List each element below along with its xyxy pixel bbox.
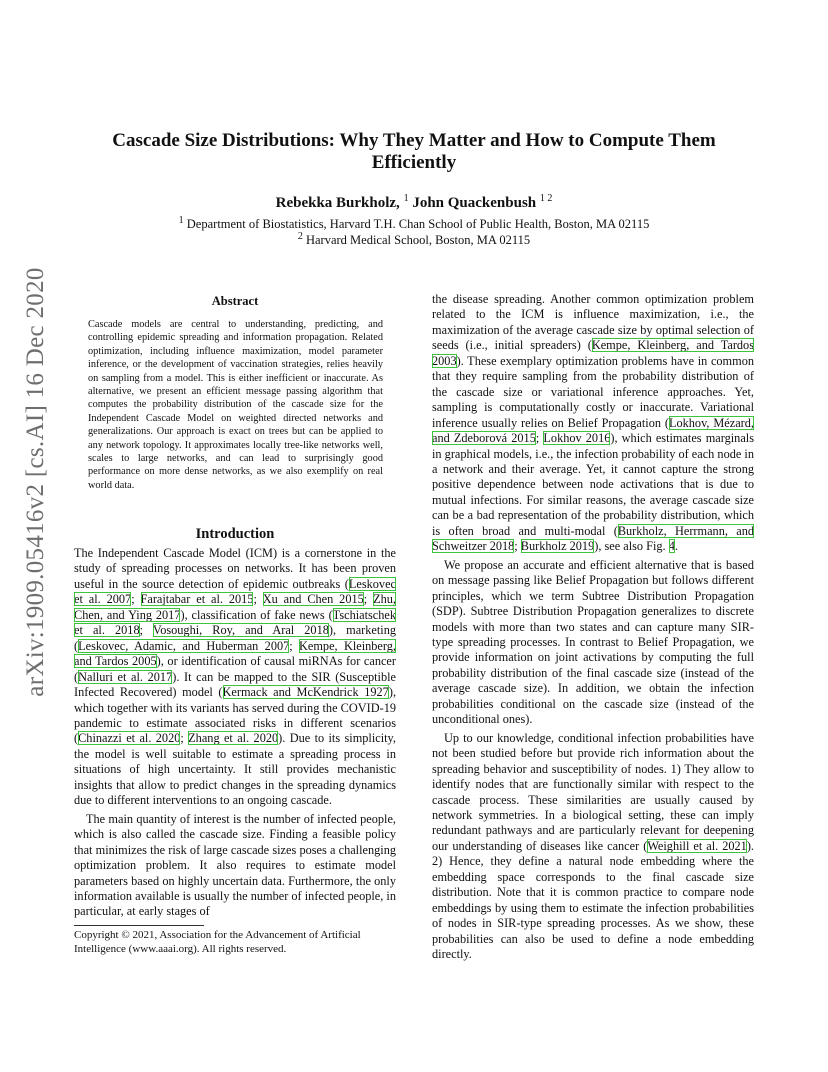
- affiliation-mark: 1: [178, 215, 184, 226]
- right-column-body: [432, 292, 754, 962]
- copyright-notice: Copyright © 2021, Association for the Advancement of Artificial Intelligence (www.aaai.org). All rights reserved.: [74, 929, 361, 955]
- affiliation-text: Department of Biostatistics, Harvard T.H. Chan School of Public Health, Boston, MA 02115: [186, 217, 650, 232]
- citation-link[interactable]: Weighill et al. 2021: [647, 838, 747, 853]
- paper-title: Cascade Size Distributions: Why They Matter and How to Compute Them Efficiently: [112, 130, 716, 173]
- arxiv-identifier: [16, 267, 56, 697]
- author-line: [80, 193, 748, 212]
- citation-link[interactable]: Zhang et al. 2020: [188, 731, 279, 746]
- right-paragraph-1: the disease spreading. Another common optimization problem related to the ICM is influence maximization, i.e., the maximization of the average cascade size by optimal selection of seeds (i.e., initial spreaders) (Kempe, Kleinberg, and Tardos 2003). These exemplary optimization problems have in common that they require sampling from the probability distribution of the cascade size or variational inference approaches. Yet, sampling is computationally costly or inaccurate. Variational inference usually relies on Belief Propagation (Lokhov, Mézard, and Zdeborová 2015; Lokhov 2016), which estimates marginals in graphical models, i.e., the infection probability of each node in a network and their average. Yet, it cannot capture the strong positive dependence between node activations that is due to mutual infections. For similar reasons, the average cascade size can be a bad representation of the probability distribution, which is often broad and multi-modal (Burkholz, Herrmann, and Schweitzer 2018; Burkholz 2019), see also Fig. 4.: [432, 292, 755, 554]
- citation-link[interactable]: Kempe, Kleinberg, and Tardos 2005: [74, 638, 396, 669]
- citation-link[interactable]: Leskovec et al. 2007: [74, 576, 396, 607]
- arxiv-id-text: arXiv:1909.05416v2 [cs.AI] 16 Dec 2020: [22, 267, 49, 697]
- citation-link[interactable]: Zhu, Chen, and Ying 2017: [74, 592, 396, 622]
- introduction-body: [74, 546, 396, 920]
- abstract-heading: Abstract: [211, 294, 259, 308]
- citation-link[interactable]: Burkholz, Herrmann, and Schweitzer 2018: [432, 523, 755, 554]
- citation-link[interactable]: Xu and Chen 2015: [262, 592, 364, 607]
- citation-link[interactable]: Nalluri et al. 2017: [78, 669, 173, 684]
- citation-link[interactable]: Farajtabar et al. 2015: [140, 592, 254, 607]
- intro-paragraph-1: The Independent Cascade Model (ICM) is a cornerstone in the study of spreading processes on networks. It has been proven useful in the source detection of epidemic outbreaks (Leskovec et al. 2007; Farajtabar et al. 2015; Xu and Chen 2015; Zhu, Chen, and Ying 2017), classification of fake news (Tschiatschek et al. 2018; Vosoughi, Roy, and Aral 2018), marketing (Leskovec, Adamic, and Huberman 2007; Kempe, Kleinberg, and Tardos 2005), or identification of causal miRNAs for cancer (Nalluri et al. 2017). It can be mapped to the SIR (Susceptible Infected Recovered) model (Kermack and McKendrick 1927), which together with its variants has served during the COVID-19 pandemic to estimate associated risks in different scenarios (Chinazzi et al. 2020; Zhang et al. 2020). Due to its simplicity, the model is well suitable to estimate a spreading process in situations of high uncertainty. It still provides mechanistic insights that allow to predict changes in the spreading dynamics due to different interventions to an ongoing cascade.: [74, 546, 397, 808]
- affiliation-2: [80, 229, 748, 248]
- affiliation-mark: 2: [297, 231, 303, 242]
- citation-link[interactable]: Vosoughi, Roy, and Aral 2018: [152, 623, 329, 638]
- affiliation-text: Harvard Medical School, Boston, MA 02115: [305, 233, 531, 248]
- author-name: Rebekka Burkholz,: [275, 195, 400, 211]
- citation-link[interactable]: Leskovec, Adamic, and Huberman 2007: [78, 638, 290, 653]
- citation-link[interactable]: Kempe, Kleinberg, and Tardos 2003: [432, 338, 754, 368]
- introduction-heading: Introduction: [195, 526, 275, 542]
- right-paragraph-3: Up to our knowledge, conditional infection probabilities have not been studied before but provide rich information about the spreading behavior and susceptibility of nodes. 1) They allow to identify nodes that are functionally similar with respect to the cascade process. These similarities are usually caused by network symmetries. In a biological setting, these can imply redundant pathways and are particularly relevant for deepening our understanding of diseases like cancer (Weighill et al. 2021). 2) Hence, they define a natural node embedding where the embedding space corresponds to the final cascade size distribution. Note that it is common practice to compare node embeddings by using them to estimate the infection probabilities of nodes in SIR-type spreading processes. As we show, these probabilities can also be used to define a node embedding directly.: [432, 730, 754, 962]
- right-paragraph-2: We propose an accurate and efficient alternative that is based on message passing like Belief Propagation but follows different principles, which we term Subtree Distribution Propagation (SDP). Subtree Distribution Propagation generalizes to discrete models with more than two states and can capture many SIR-type spreading processes. In contrast to Belief Propagation, we provide information on joint activations by computing the full probability distribution of the final cascade size (instead of the average cascade size). In addition, we obtain the infection probabilities conditional on the cascade size (instead of the unconditional ones).: [432, 557, 754, 727]
- author-affiliation-mark: 1 2: [539, 193, 553, 204]
- author-affiliation-mark: 1: [403, 193, 409, 204]
- citation-link[interactable]: Burkholz 2019: [520, 539, 595, 554]
- citation-link[interactable]: Chinazzi et al. 2020: [78, 731, 181, 746]
- citation-link[interactable]: Tschiatschek et al. 2018: [74, 607, 397, 638]
- abstract-text: Cascade models are central to understanding, predicting, and controlling epidemic spreading and information propagation. Related optimization, including influence maximization, model parameter inference, or the development of vaccination strategies, relies heavily on sampling from a model. This is either inefficient or inaccurate. As alternative, we present an efficient message passing algorithm that computes the probability distribution of the cascade size for the Independent Cascade Model on weighted directed networks and generalizations. Our approach is exact on trees but can be applied to any network topology. It approximates locally tree-like networks well, scales to large networks, and can lead to surprisingly good performance on more dense networks, as we also exemplify on real world data.: [88, 319, 383, 491]
- figure-reference-link[interactable]: 4: [668, 539, 675, 554]
- intro-paragraph-2: The main quantity of interest is the number of infected people, which is also called the cascade size. Finding a feasible policy that minimizes the risk of large cascade sizes poses a challenging optimization problem. It also requires to estimate model parameters based on highly uncertain data. Furthermore, the only information available is usually the number of infected people, in particular, at early stages of: [74, 811, 396, 919]
- author-name: John Quackenbush: [412, 195, 537, 211]
- citation-link[interactable]: Lokhov 2016: [543, 431, 611, 446]
- footnote-rule: [74, 925, 204, 926]
- citation-link[interactable]: Lokhov, Mézard, and Zdeborová 2015: [432, 415, 754, 446]
- citation-link[interactable]: Kermack and McKendrick 1927: [222, 685, 389, 700]
